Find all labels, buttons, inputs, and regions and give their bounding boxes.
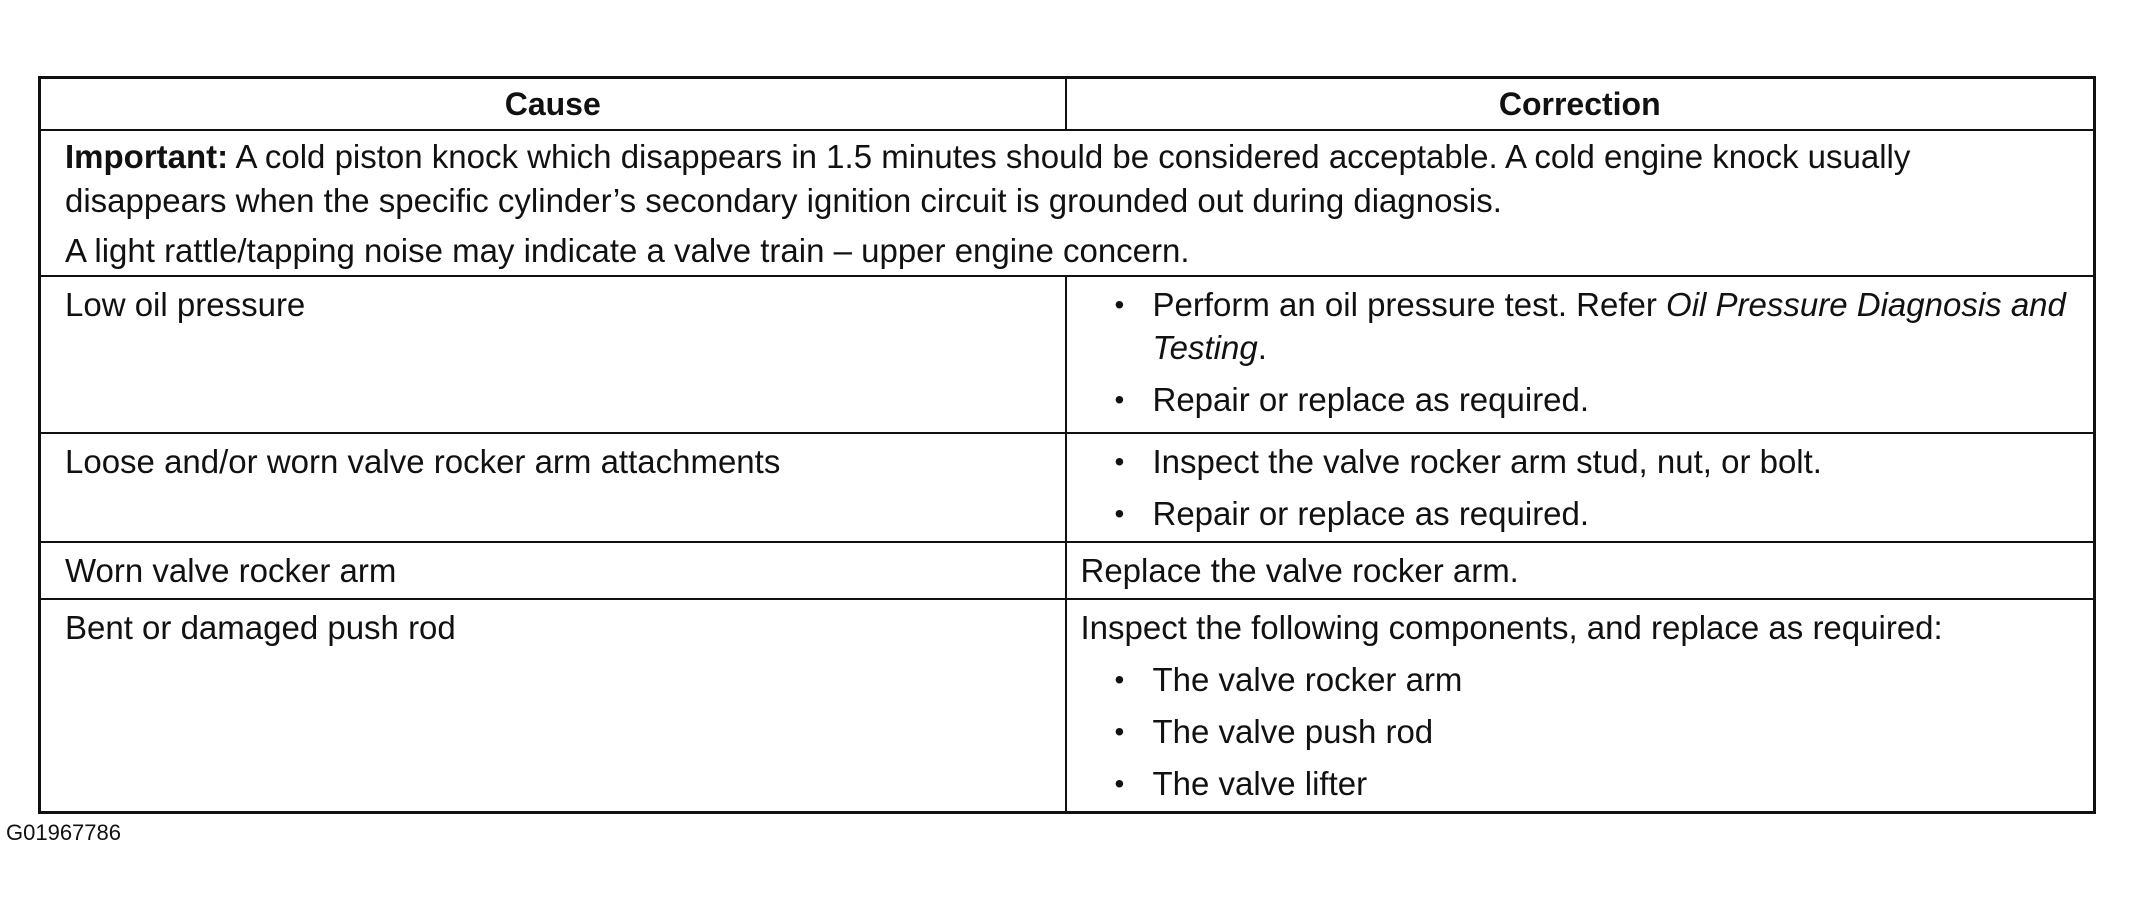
bullet-text: The valve lifter [1152,765,1368,802]
bullet-item [1081,440,2080,483]
table-row [40,276,2095,433]
bullet-icon: • [1114,498,1125,529]
important-label: Important: [65,138,229,175]
bullet-text: Inspect the valve rocker arm stud, nut, or bolt. [1152,443,1822,480]
cause-header: Cause [40,78,1066,131]
important-note-row [40,130,2095,276]
diagnosis-table [38,76,2096,814]
bullet-item [1081,283,2080,369]
bullet-icon: • [1114,446,1125,477]
cause-cell: Low oil pressure [40,276,1066,433]
bullet-icon: • [1114,768,1125,799]
header-row [40,78,2095,131]
bullet-item [1081,658,2080,701]
note-paragraph-1 [65,135,2069,223]
bullet-icon: • [1114,384,1125,415]
table-row [40,433,2095,542]
bullet-icon: • [1114,664,1125,695]
correction-intro: Inspect the following components, and replace as required: [1080,609,1943,646]
correction-cell [1066,599,2095,813]
note-paragraph-2: A light rattle/tapping noise may indicate a valve train – upper engine concern. [65,232,1190,269]
correction-bullet-list [1081,283,2080,421]
table-row [40,599,2095,813]
bullet-text-tail: . [1257,329,1267,366]
note-text-1: A cold piston knock which disappears in 1.5 minutes should be considered acceptable. A cold engine knock usually disappears when the specific cylinder’s secondary ignition circuit is grounded out during diagnosis. [65,138,1911,219]
correction-bullet-list [1081,658,2080,805]
bullet-text: Repair or replace as required. [1152,381,1590,418]
cause-cell: Bent or damaged push rod [40,599,1066,813]
bullet-text: The valve rocker arm [1152,661,1463,698]
important-note [40,130,2095,276]
bullet-item [1081,710,2080,753]
figure-id: G01967786 [6,820,121,845]
cause-cell: Loose and/or worn valve rocker arm attachments [40,433,1066,542]
bullet-item [1081,492,2080,535]
bullet-icon: • [1114,716,1125,747]
correction-bullet-list [1081,440,2080,535]
bullet-item [1081,378,2080,421]
bullet-item [1081,762,2080,805]
correction-cell [1066,276,2095,433]
bullet-text: Perform an oil pressure test. Refer [1152,286,1667,323]
correction-header: Correction [1066,78,2095,131]
correction-cell: Replace the valve rocker arm. [1066,542,2095,599]
bullet-text: Repair or replace as required. [1152,495,1590,532]
correction-cell [1066,433,2095,542]
bullet-icon: • [1114,289,1125,320]
cause-cell: Worn valve rocker arm [40,542,1066,599]
table-row [40,542,2095,599]
bullet-text: The valve push rod [1152,713,1434,750]
reference-link-text: Oil Pressure Diagnosis and Testing [1152,286,2066,366]
